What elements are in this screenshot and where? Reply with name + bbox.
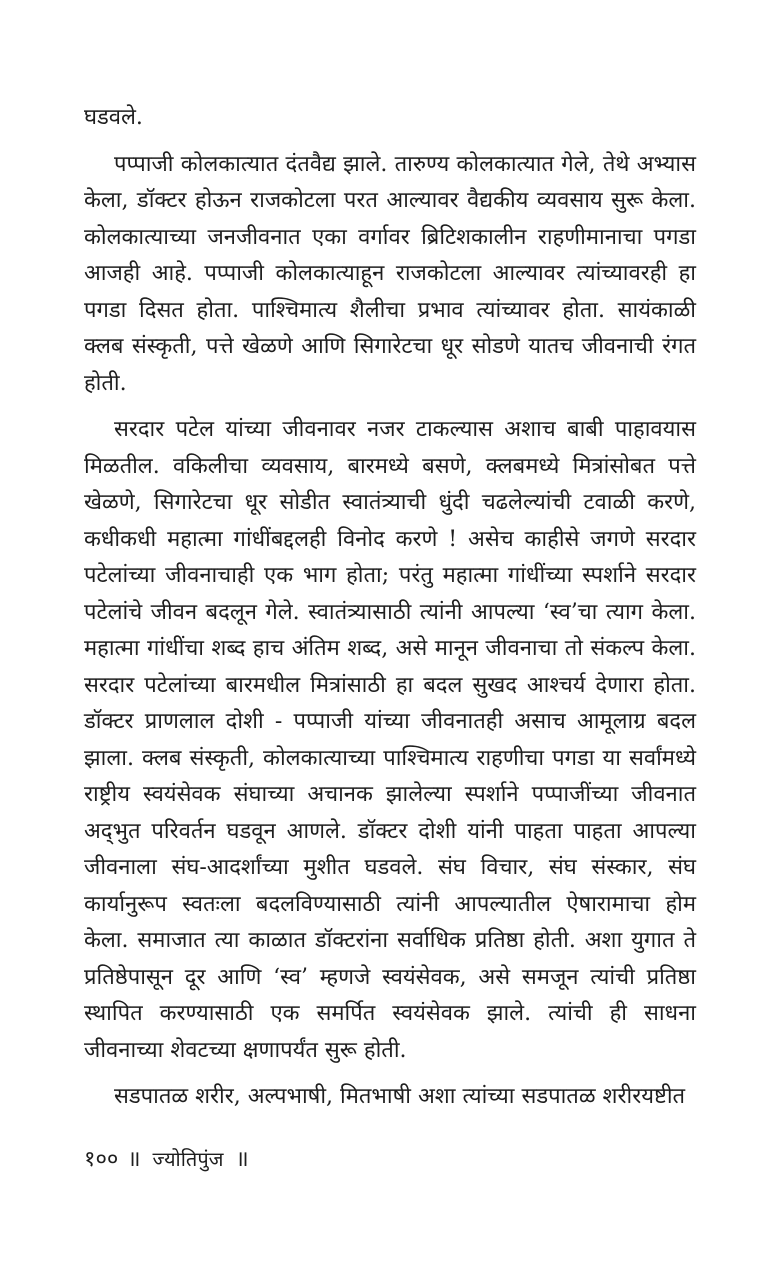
page-body [84, 100, 696, 1126]
paragraph-sardar-patel: सरदार पटेल यांच्या जीवनावर नजर टाकल्यास अशाच बाबी पाहावयास मिळतील. वकिलीचा व्यवसाय, बारमध्ये बसणे, क्लबमध्ये मित्रांसोबत पत्ते खेळणे, सिगारेटचा धूर सोडीत स्वातंत्र्याची धुंदी चढलेल्यांची टवाळी करणे, कधीकधी महात्मा गांधींबद्दलही विनोद करणे ! असेच काहीसे जगणे सरदार पटेलांच्या जीवनाचाही एक भाग होता; परंतु महात्मा गांधींच्या स्पर्शाने सरदार पटेलांचे जीवन बदलून गेले. स्वातंत्र्यासाठी त्यांनी आपल्या ‘स्व’चा त्याग केला. महात्मा गांधींचा शब्द हाच अंतिम शब्द, असे मानून जीवनाचा तो संकल्प केला. सरदार पटेलांच्या बारमधील मित्रांसाठी हा बदल सुखद आश्चर्य देणारा होता. डॉक्टर प्राणलाल दोशी - पप्पाजी यांच्या जीवनातही असाच आमूलाग्र बदल झाला. क्लब संस्कृती, कोलकात्याच्या पाश्चिमात्य राहणीचा पगडा या सर्वांमध्ये राष्ट्रीय स्वयंसेवक संघाच्या अचानक झालेल्या स्पर्शाने पप्पाजींच्या जीवनात अद्‌भुत परिवर्तन घडवून आणले. डॉक्टर दोशी यांनी पाहता पाहता आपल्या जीवनाला संघ-आदर्शांच्या मुशीत घडवले. संघ विचार, संघ संस्कार, संघ कार्यानुरूप स्वतःला बदलविण्यासाठी त्यांनी आपल्यातील ऐषारामाचा होम केला. समाजात त्या काळात डॉक्टरांना सर्वाधिक प्रतिष्ठा होती. अशा युगात ते प्रतिष्ठेपासून दूर आणि ‘स्व’ म्हणजे स्वयंसेवक, असे समजून त्यांची प्रतिष्ठा स्थापित करण्यासाठी एक समर्पित स्वयंसेवक झाले. त्यांची ही साधना जीवनाच्या शेवटच्या क्षणापर्यंत सुरू होती. [84, 417, 696, 1063]
footer-separator-left: ॥ [127, 1147, 141, 1172]
page-footer [84, 1144, 251, 1175]
page-number: १०० [84, 1147, 119, 1172]
paragraph-physique: सडपातळ शरीर, अल्पभाषी, मितभाषी अशा त्यांच्या सडपातळ शरीरयष्टीत [114, 1084, 686, 1109]
paragraph-continued: घडवले. [84, 105, 143, 130]
footer-separator-right: ॥ [235, 1147, 249, 1172]
book-title: ज्योतिपुंज [152, 1147, 224, 1171]
paragraph-pappaji-kolkata: पप्पाजी कोलकात्यात दंतवैद्य झाले. तारुण्य कोलकात्यात गेले, तेथे अभ्यास केला, डॉक्टर होऊन राजकोटला परत आल्यावर वैद्यकीय व्यवसाय सुरू केला. कोलकात्याच्या जनजीवनात एका वर्गावर ब्रिटिशकालीन राहणीमानाचा पगडा आजही आहे. पप्पाजी कोलकात्याहून राजकोटला आल्यावर त्यांच्यावरही हा पगडा दिसत होता. पाश्चिमात्य शैलीचा प्रभाव त्यांच्यावर होता. सायंकाळी क्लब संस्कृती, पत्ते खेळणे आणि सिगारेटचा धूर सोडणे यातच जीवनाची रंगत होती. [84, 151, 696, 396]
